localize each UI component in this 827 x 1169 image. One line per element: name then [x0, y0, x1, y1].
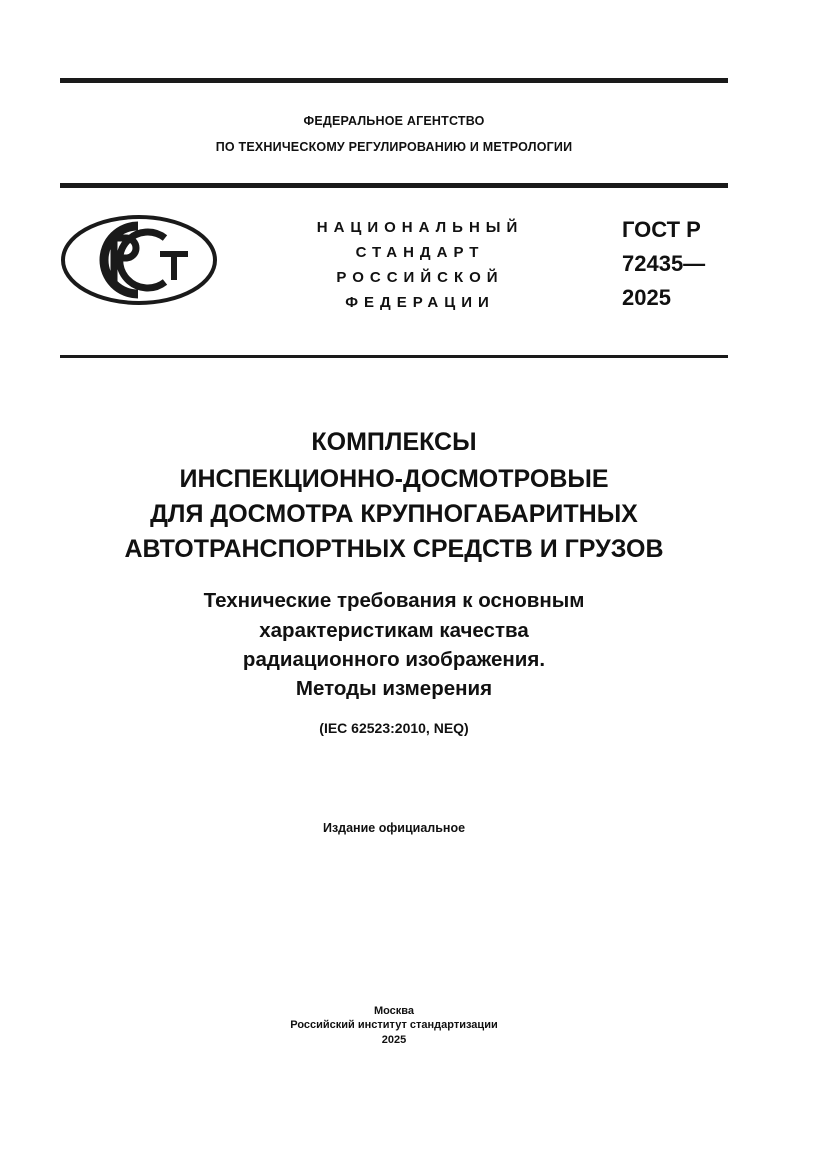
document-subtitle-line-4: Методы измерения	[295, 677, 493, 700]
national-standard-line-1: НАЦИОНАЛЬНЫЙ	[316, 219, 524, 236]
document-title-line-1: КОМПЛЕКСЫ	[311, 428, 477, 456]
imprint-year: 2025	[381, 1034, 407, 1046]
document-subtitle-line-2: характеристикам качества	[259, 619, 529, 642]
gost-designation-line-3: 2025	[622, 285, 671, 310]
imprint-city: Москва	[373, 1005, 415, 1017]
iec-reference: (IEC 62523:2010, NEQ)	[319, 720, 469, 736]
edition-note: Издание официальное	[322, 821, 466, 835]
document-subtitle-line-3: радиационного изображения.	[242, 648, 546, 671]
document-title-line-2: ИНСПЕКЦИОННО-ДОСМОТРОВЫЕ	[179, 465, 609, 493]
header-rule	[60, 183, 728, 188]
gost-designation-line-2: 72435—	[622, 251, 706, 276]
top-rule	[60, 78, 728, 83]
standard-block-rule	[60, 355, 728, 358]
national-standard-line-4: ФЕДЕРАЦИИ	[345, 294, 495, 311]
document-title-line-3: ДЛЯ ДОСМОТРА КРУПНОГАБАРИТНЫХ	[150, 500, 638, 528]
rst-certification-mark-icon	[60, 214, 218, 306]
gost-designation-line-1: ГОСТ Р	[622, 217, 701, 242]
imprint-publisher: Российский институт стандартизации	[290, 1019, 498, 1031]
document-title-line-4: АВТОТРАНСПОРТНЫХ СРЕДСТВ И ГРУЗОВ	[124, 535, 664, 563]
document-subtitle-line-1: Технические требования к основным	[203, 589, 585, 612]
national-standard-line-2: СТАНДАРТ	[355, 244, 485, 261]
agency-name-line-1: ФЕДЕРАЛЬНОЕ АГЕНТСТВО	[303, 114, 485, 128]
agency-name-line-2: ПО ТЕХНИЧЕСКОМУ РЕГУЛИРОВАНИЮ И МЕТРОЛОГИИ	[215, 140, 573, 154]
national-standard-line-3: РОССИЙСКОЙ	[336, 269, 504, 286]
